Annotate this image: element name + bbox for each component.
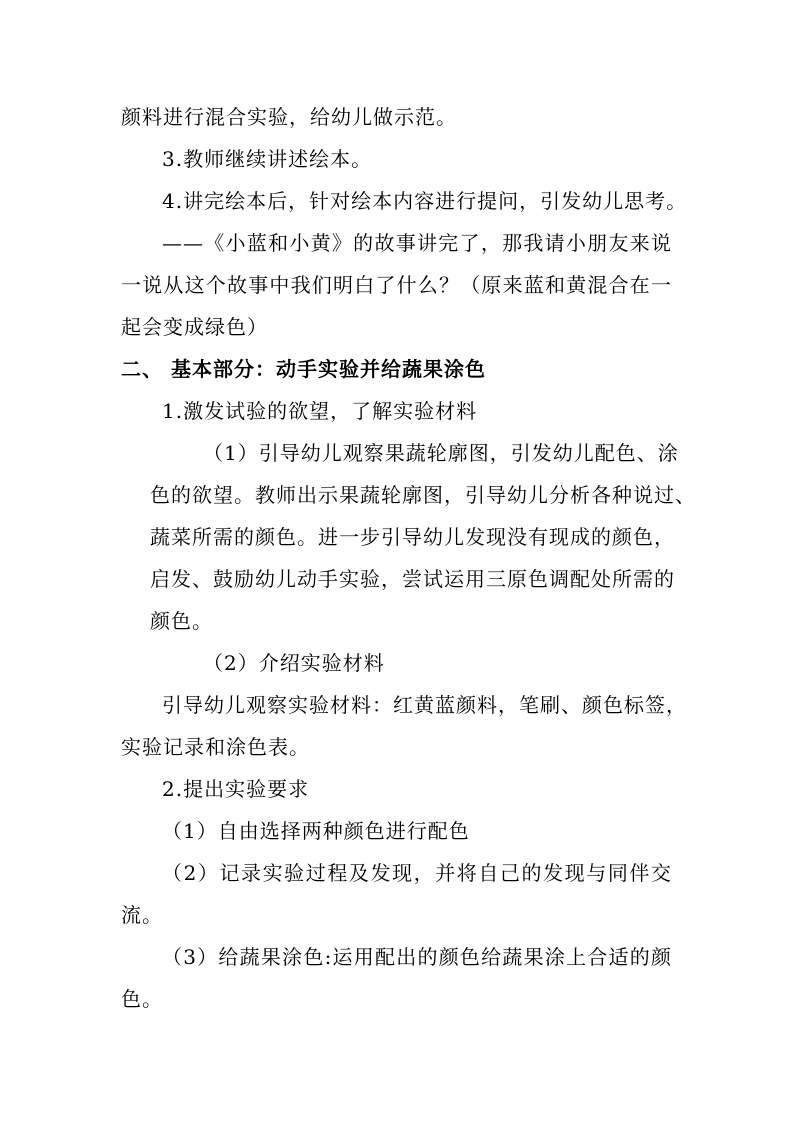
step-3-text: 3.教师继续讲述绘本。 — [162, 147, 373, 171]
paragraph-line: 引导幼儿观察实验材料：红黄蓝颜料，笔刷、颜色标签， — [162, 693, 687, 717]
section-heading: 二、 基本部分：动手实验并给蔬果涂色 — [121, 357, 486, 381]
paragraph-line: 颜色。 — [150, 609, 213, 633]
paragraph-line: 启发、鼓励幼儿动手实验，尝试运用三原色调配处所需的 — [150, 567, 675, 591]
paragraph-line: 色的欲望。教师出示果蔬轮廓图，引导幼儿分析各种说过、 — [150, 483, 696, 507]
subsection-2-title: 2.提出实验要求 — [162, 777, 310, 801]
subsection-1-title: 1.激发试验的欲望，了解实验材料 — [162, 399, 478, 423]
paragraph-line: 蔬菜所需的颜色。进一步引导幼儿发现没有现成的颜色， — [150, 525, 675, 549]
paragraph-line: 实验记录和涂色表。 — [121, 735, 310, 759]
paragraph-line: ——《小蓝和小黄》的故事讲完了，那我请小朋友来说 — [162, 231, 672, 255]
requirement-1-text: （1）自由选择两种颜色进行配色 — [162, 819, 470, 843]
requirement-2-text: （2）记录实验过程及发现，并将自己的发现与同伴交 — [162, 861, 672, 885]
step-4-text: 4.讲完绘本后，针对绘本内容进行提问，引发幼儿思考。 — [162, 189, 688, 213]
paragraph-line: 起会变成绿色） — [121, 315, 268, 339]
item-1-text: （1）引导幼儿观察果蔬轮廓图，引发幼儿配色、涂 — [203, 441, 679, 465]
paragraph-line: 色。 — [121, 987, 163, 1011]
paragraph-line: 一说从这个故事中我们明白了什么？（原来蓝和黄混合在一 — [121, 273, 672, 297]
requirement-3-text: （3）给蔬果涂色:运用配出的颜色给蔬果涂上合适的颜 — [162, 945, 672, 969]
paragraph-line: 颜料进行混合实验，给幼儿做示范。 — [121, 105, 457, 129]
item-2-title: （2）介绍实验材料 — [203, 651, 385, 675]
paragraph-line: 流。 — [121, 903, 163, 927]
